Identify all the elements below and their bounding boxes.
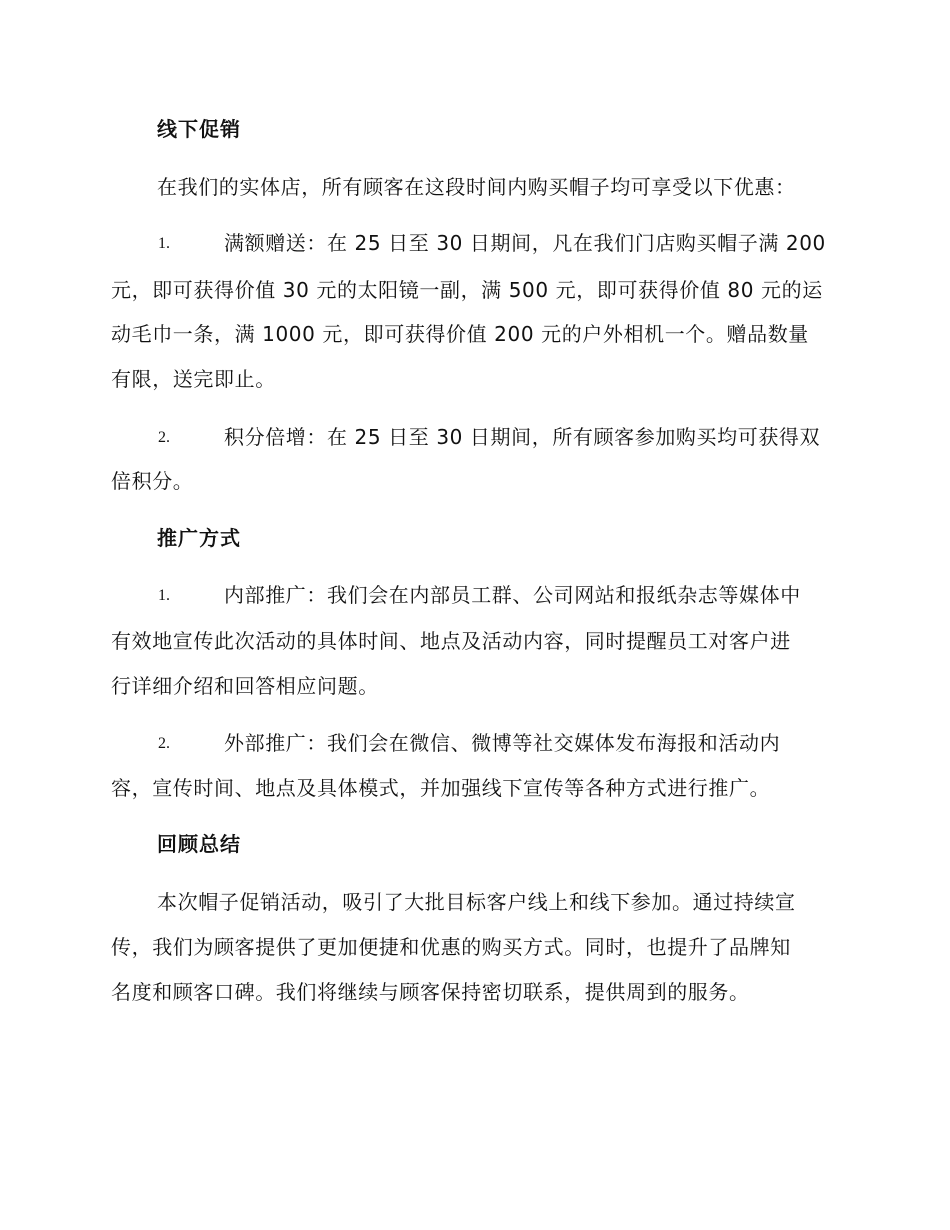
- offline-item-1-line-1: 满额赠送：在 25 日至 30 日期间，凡在我们门店购买帽子满 200: [224, 231, 826, 255]
- promotion-item-1-number: 1.: [158, 587, 170, 604]
- offline-item-2-line-2: 倍积分。: [111, 469, 194, 493]
- review-line-2: 传，我们为顾客提供了更加便捷和优惠的购买方式。同时，也提升了品牌知: [111, 935, 791, 959]
- review-line-1: 本次帽子促销活动，吸引了大批目标客户线上和线下参加。通过持续宣: [157, 890, 796, 914]
- promotion-item-1-line-2: 有效地宣传此次活动的具体时间、地点及活动内容，同时提醒员工对客户进: [111, 629, 791, 653]
- offline-item-2-line-1: 积分倍增：在 25 日至 30 日期间，所有顾客参加购买均可获得双: [224, 425, 821, 449]
- promotion-item-1-line-3: 行详细介绍和回答相应问题。: [111, 674, 379, 698]
- promotion-item-2-line-2: 容，宣传时间、地点及具体模式，并加强线下宣传等各种方式进行推广。: [111, 776, 771, 800]
- review-line-3: 名度和顾客口碑。我们将继续与顾客保持密切联系，提供周到的服务。: [111, 980, 750, 1004]
- promotion-item-2-number: 2.: [158, 735, 170, 752]
- promotion-item-2-line-1: 外部推广：我们会在微信、微博等社交媒体发布海报和活动内: [224, 731, 781, 755]
- offline-item-2-number: 2.: [158, 429, 170, 446]
- section-heading-review: 回顾总结: [157, 832, 241, 856]
- section-heading-offline: 线下促销: [157, 117, 241, 141]
- section-heading-promotion: 推广方式: [157, 526, 241, 550]
- offline-intro: 在我们的实体店，所有顾客在这段时间内购买帽子均可享受以下优惠：: [157, 175, 796, 199]
- offline-item-1-line-2: 元，即可获得价值 30 元的太阳镜一副，满 500 元，即可获得价值 80 元的运: [111, 278, 823, 302]
- offline-item-1-number: 1.: [158, 235, 170, 252]
- promotion-item-1-line-1: 内部推广：我们会在内部员工群、公司网站和报纸杂志等媒体中: [224, 583, 801, 607]
- offline-item-1-line-4: 有限，送完即止。: [111, 367, 276, 391]
- offline-item-1-line-3: 动毛巾一条，满 1000 元，即可获得价值 200 元的户外相机一个。赠品数量: [111, 322, 809, 346]
